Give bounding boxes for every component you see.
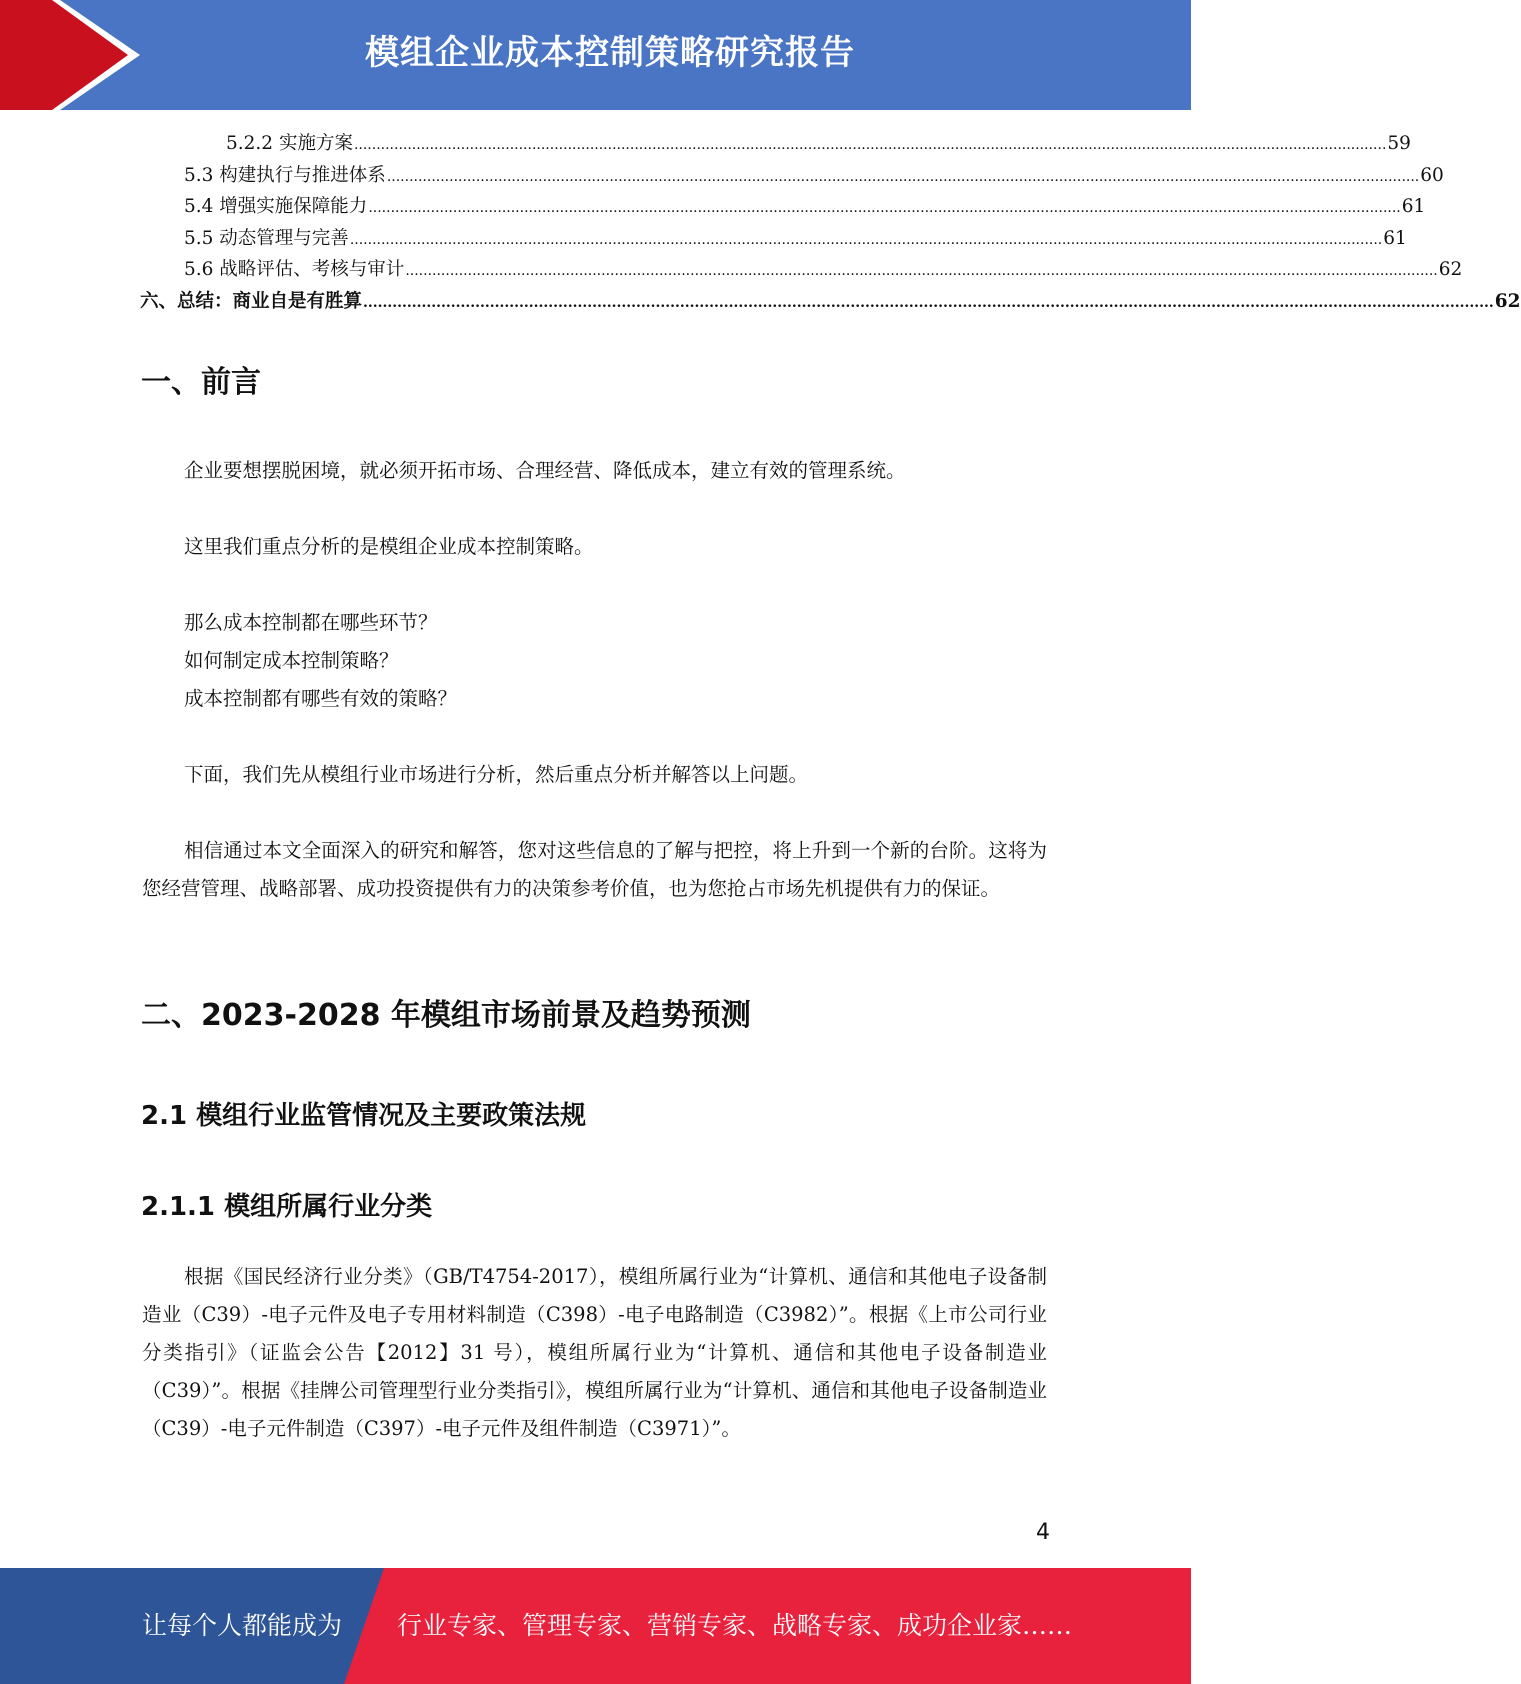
page-number: 4 — [1036, 1520, 1050, 1545]
footer-slogan-right: 行业专家、管理专家、营销专家、战略专家、成功企业家…… — [397, 1611, 1073, 1640]
toc-leader-dots: ........................................................................................................................................................................................................................................ — [363, 294, 1494, 311]
toc-entry[interactable] — [140, 254, 1463, 286]
toc-entry-label: 5.3 构建执行与推进体系 — [184, 164, 386, 186]
toc-leader-dots: ........................................................................................................................................................................................................................................ — [386, 168, 1420, 185]
body-paragraph: 企业要想摆脱困境，就必须开拓市场、合理经营、降低成本，建立有效的管理系统。 — [184, 459, 906, 482]
body-paragraph: 成本控制都有哪些有效的策略？ — [184, 687, 458, 710]
body-paragraph: 如何制定成本控制策略？ — [184, 649, 399, 672]
toc-leader-dots: ........................................................................................................................................................................................................................................ — [405, 263, 1438, 279]
body-paragraph: 那么成本控制都在哪些环节？ — [184, 611, 438, 634]
header-arrow-icon — [0, 0, 150, 110]
toc-entry[interactable] — [140, 223, 1407, 255]
toc-entry-page: 59 — [1387, 133, 1411, 154]
report-title: 模组企业成本控制策略研究报告 — [365, 33, 855, 73]
toc-entry[interactable] — [140, 128, 1411, 160]
page-footer — [0, 1568, 1191, 1684]
toc-entry[interactable] — [140, 191, 1426, 223]
toc-entry-page: 62 — [1438, 259, 1463, 280]
body-paragraph: 这里我们重点分析的是模组企业成本控制策略。 — [184, 535, 594, 558]
subsection-heading: 2.1.1 模组所属行业分类 — [141, 1192, 433, 1222]
toc-leader-dots: ........................................................................................................................................................................................................................................ — [368, 200, 1401, 216]
toc-entry-label: 5.6 战略评估、考核与审计 — [184, 259, 405, 280]
toc-entry-label: 5.4 增强实施保障能力 — [184, 196, 368, 217]
section-heading: 一、前言 — [141, 365, 261, 400]
toc-entry-label: 5.5 动态管理与完善 — [184, 227, 349, 249]
toc-entry-page: 61 — [1383, 227, 1407, 249]
toc-entry-page: 60 — [1420, 164, 1444, 186]
body-paragraph: 相信通过本文全面深入的研究和解答，您对这些信息的了解与把控，将上升到一个新的台阶。这将为您经营管理、战略部署、成功投资提供有力的决策参考价值，也为您抢占市场先机提供有力的保证。 — [142, 839, 1047, 900]
toc-leader-dots: ........................................................................................................................................................................................................................................ — [349, 231, 1383, 248]
page-header — [0, 0, 1191, 110]
toc-entry[interactable] — [140, 160, 1444, 192]
footer-slogan-left: 让每个人都能成为 — [142, 1611, 343, 1640]
toc-entry-label: 六、总结：商业自是有胜算 — [140, 290, 363, 312]
section-heading: 二、2023-2028 年模组市场前景及趋势预测 — [141, 998, 751, 1033]
toc-entry[interactable] — [140, 286, 1521, 318]
subsection-heading: 2.1 模组行业监管情况及主要政策法规 — [141, 1101, 587, 1131]
toc-leader-dots: ........................................................................................................................................................................................................................................ — [353, 137, 1387, 153]
toc-entry-page: 62 — [1494, 290, 1521, 312]
table-of-contents — [140, 128, 1521, 317]
toc-entry-label: 5.2.2 实施方案 — [226, 133, 353, 154]
body-paragraph: 根据《国民经济行业分类》（GB/T4754-2017），模组所属行业为“计算机、通信和其他电子设备制造业（C39）-电子元件及电子专用材料制造（C398）-电子电路制造（C3982）”。根据《上市公司行业分类指引》（证监会公告【2012】31 号），模组所属行业为“计算机、通信和其他电子设备制造业（C39）”。根据《挂牌公司管理型行业分类指引》，模组所属行业为“计算机、通信和其他电子设备制造业（C39）-电子元件制造（C397）-电子元件及组件制造（C3971）”。 — [142, 1265, 1047, 1440]
toc-entry-page: 61 — [1401, 196, 1426, 217]
body-paragraph: 下面，我们先从模组行业市场进行分析，然后重点分析并解答以上问题。 — [184, 763, 809, 786]
